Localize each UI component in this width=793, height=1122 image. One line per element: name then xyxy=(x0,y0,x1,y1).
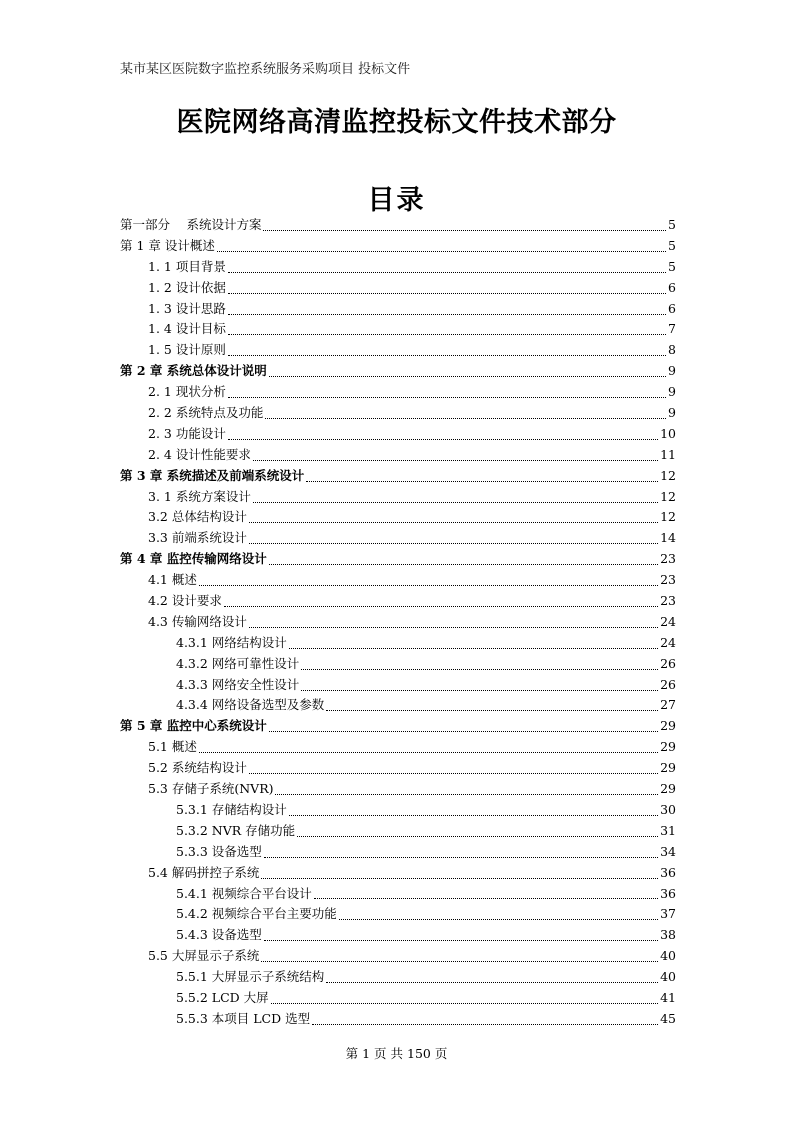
toc-leader-dots xyxy=(199,585,658,586)
toc-entry[interactable] xyxy=(120,507,676,528)
page-footer: 第 1 页 共 150 页 xyxy=(345,1046,448,1061)
toc-entry-page: 12 xyxy=(660,467,676,483)
toc-leader-dots xyxy=(228,355,666,356)
table-of-contents xyxy=(120,215,676,1030)
toc-entry-page: 29 xyxy=(660,739,676,755)
toc-leader-dots xyxy=(306,481,658,482)
toc-leader-dots xyxy=(228,293,666,294)
toc-entry-title: 3.2 总体结构设计 xyxy=(148,509,247,525)
toc-entry-title: 4.3 传输网络设计 xyxy=(148,613,247,629)
toc-entry[interactable] xyxy=(120,863,676,884)
toc-entry-title: 5.4 解码拼控子系统 xyxy=(148,864,260,880)
toc-entry-page: 36 xyxy=(660,864,676,880)
toc-entry[interactable] xyxy=(120,800,676,821)
toc-entry-page: 40 xyxy=(660,969,676,985)
toc-leader-dots xyxy=(263,230,666,231)
toc-entry-page: 23 xyxy=(660,551,676,567)
toc-entry[interactable] xyxy=(120,737,676,758)
toc-entry-page: 36 xyxy=(660,885,676,901)
toc-entry-page: 37 xyxy=(660,906,676,922)
toc-entry-title: 1. 2 设计依据 xyxy=(148,279,226,295)
toc-entry[interactable] xyxy=(120,570,676,591)
toc-entry-page: 8 xyxy=(668,342,676,358)
toc-leader-dots xyxy=(326,982,658,983)
toc-entry[interactable] xyxy=(120,403,676,424)
toc-entry[interactable] xyxy=(120,278,676,299)
toc-entry[interactable] xyxy=(120,215,676,236)
toc-entry-title: 第 2 章 系统总体设计说明 xyxy=(120,363,267,379)
toc-entry-page: 41 xyxy=(660,989,676,1005)
toc-entry[interactable] xyxy=(120,842,676,863)
toc-entry[interactable] xyxy=(120,319,676,340)
toc-entry-page: 5 xyxy=(668,258,676,274)
toc-entry-title: 5.2 系统结构设计 xyxy=(148,760,247,776)
toc-entry-title: 4.2 设计要求 xyxy=(148,593,222,609)
toc-leader-dots xyxy=(249,543,658,544)
toc-leader-dots xyxy=(271,1003,658,1004)
toc-leader-dots xyxy=(312,1024,658,1025)
toc-entry[interactable] xyxy=(120,884,676,905)
toc-entry-title: 5.5.2 LCD 大屏 xyxy=(176,989,269,1005)
toc-entry-page: 38 xyxy=(660,927,676,943)
toc-entry-title: 5.5.1 大屏显示子系统结构 xyxy=(176,969,325,985)
toc-entry-title: 5.4.1 视频综合平台设计 xyxy=(176,885,312,901)
toc-entry[interactable] xyxy=(120,612,676,633)
toc-entry[interactable] xyxy=(120,257,676,278)
toc-leader-dots xyxy=(228,314,666,315)
toc-entry[interactable] xyxy=(120,549,676,570)
toc-entry-page: 29 xyxy=(660,781,676,797)
toc-leader-dots xyxy=(261,961,658,962)
toc-entry[interactable] xyxy=(120,925,676,946)
toc-entry-page: 27 xyxy=(660,697,676,713)
toc-leader-dots xyxy=(264,940,658,941)
document-title: 医院网络高清监控投标文件技术部分 xyxy=(176,107,617,138)
toc-entry-title: 5.4.3 设备选型 xyxy=(176,927,262,943)
toc-entry-page: 23 xyxy=(660,593,676,609)
toc-leader-dots xyxy=(249,522,658,523)
page-header: 某市某区医院数字监控系统服务采购项目 投标文件 xyxy=(120,62,411,77)
toc-entry[interactable] xyxy=(120,695,676,716)
toc-entry-page: 12 xyxy=(660,509,676,525)
toc-entry-page: 9 xyxy=(668,363,676,379)
toc-entry-title: 第 1 章 设计概述 xyxy=(120,237,215,253)
toc-leader-dots xyxy=(228,397,666,398)
toc-entry-title: 5.3.3 设备选型 xyxy=(176,843,262,859)
toc-leader-dots xyxy=(301,669,658,670)
toc-entry-title: 2. 4 设计性能要求 xyxy=(148,446,251,462)
toc-entry-page: 29 xyxy=(660,760,676,776)
toc-leader-dots xyxy=(314,898,658,899)
toc-leader-dots xyxy=(269,731,658,732)
toc-entry-page: 11 xyxy=(660,446,676,462)
toc-entry-page: 26 xyxy=(660,676,676,692)
toc-entry[interactable] xyxy=(120,424,676,445)
toc-entry-title: 第 5 章 监控中心系统设计 xyxy=(120,718,267,734)
toc-entry-page: 5 xyxy=(668,237,676,253)
toc-entry-title: 4.3.4 网络设备选型及参数 xyxy=(176,697,325,713)
toc-entry-title: 2. 1 现状分析 xyxy=(148,384,226,400)
toc-entry-title: 第 3 章 系统描述及前端系统设计 xyxy=(120,467,305,483)
toc-entry-title: 5.4.2 视频综合平台主要功能 xyxy=(176,906,337,922)
toc-leader-dots xyxy=(269,564,658,565)
toc-leader-dots xyxy=(199,752,658,753)
toc-entry-page: 5 xyxy=(668,217,676,232)
toc-leader-dots xyxy=(275,794,658,795)
toc-entry[interactable] xyxy=(120,675,676,696)
toc-entry[interactable] xyxy=(120,967,676,988)
toc-entry-page: 6 xyxy=(668,279,676,295)
toc-entry-page: 30 xyxy=(660,801,676,817)
toc-entry-title: 3.3 前端系统设计 xyxy=(148,530,247,546)
toc-entry-page: 26 xyxy=(660,655,676,671)
toc-entry-title: 1. 5 设计原则 xyxy=(148,342,226,358)
toc-entry-page: 9 xyxy=(668,405,676,421)
toc-entry[interactable] xyxy=(120,716,676,737)
toc-leader-dots xyxy=(339,919,658,920)
toc-entry[interactable] xyxy=(120,382,676,403)
toc-entry-page: 9 xyxy=(668,384,676,400)
toc-entry-title: 5.3.1 存储结构设计 xyxy=(176,801,287,817)
toc-entry[interactable] xyxy=(120,236,676,257)
toc-entry[interactable] xyxy=(120,361,676,382)
toc-entry-page: 6 xyxy=(668,300,676,316)
toc-entry-page: 7 xyxy=(668,321,676,337)
toc-entry-title: 3. 1 系统方案设计 xyxy=(148,488,251,504)
toc-leader-dots xyxy=(297,836,658,837)
toc-entry-title: 5.1 概述 xyxy=(148,739,197,755)
toc-entry[interactable] xyxy=(120,946,676,967)
toc-entry[interactable] xyxy=(120,654,676,675)
toc-entry-title: 1. 1 项目背景 xyxy=(148,258,226,274)
toc-entry-title: 4.1 概述 xyxy=(148,572,197,588)
toc-entry-page: 45 xyxy=(660,1010,676,1026)
toc-leader-dots xyxy=(264,857,658,858)
toc-entry-title: 1. 3 设计思路 xyxy=(148,300,226,316)
toc-entry-page: 10 xyxy=(660,425,676,441)
toc-leader-dots xyxy=(253,460,658,461)
toc-entry-title: 5.3 存储子系统(NVR) xyxy=(148,781,274,797)
toc-leader-dots xyxy=(261,878,658,879)
toc-entry[interactable] xyxy=(120,340,676,361)
toc-leader-dots xyxy=(289,815,658,816)
toc-entry[interactable] xyxy=(120,487,676,508)
toc-entry[interactable] xyxy=(120,904,676,925)
toc-entry[interactable] xyxy=(120,445,676,466)
toc-entry[interactable] xyxy=(120,1009,676,1030)
toc-entry-page: 31 xyxy=(660,822,676,838)
toc-entry-page: 14 xyxy=(660,530,676,546)
toc-leader-dots xyxy=(301,690,658,691)
toc-entry-title: 2. 2 系统特点及功能 xyxy=(148,405,264,421)
toc-leader-dots xyxy=(265,418,666,419)
toc-leader-dots xyxy=(224,606,658,607)
toc-entry[interactable] xyxy=(120,591,676,612)
toc-entry-page: 12 xyxy=(660,488,676,504)
toc-leader-dots xyxy=(289,648,658,649)
toc-entry[interactable] xyxy=(120,779,676,800)
toc-entry-page: 24 xyxy=(660,613,676,629)
toc-leader-dots xyxy=(228,272,666,273)
toc-leader-dots xyxy=(249,773,658,774)
toc-entry-title: 4.3.3 网络安全性设计 xyxy=(176,676,300,692)
toc-entry[interactable] xyxy=(120,466,676,487)
toc-title: 目录 xyxy=(367,185,426,216)
toc-leader-dots xyxy=(326,710,658,711)
toc-entry[interactable] xyxy=(120,821,676,842)
toc-entry[interactable] xyxy=(120,299,676,320)
toc-entry[interactable] xyxy=(120,633,676,654)
toc-entry-title: 5.5 大屏显示子系统 xyxy=(148,948,260,964)
toc-entry-title: 1. 4 设计目标 xyxy=(148,321,226,337)
toc-leader-dots xyxy=(228,334,666,335)
toc-entry-page: 23 xyxy=(660,572,676,588)
toc-entry-page: 24 xyxy=(660,634,676,650)
toc-entry-title: 4.3.2 网络可靠性设计 xyxy=(176,655,300,671)
toc-leader-dots xyxy=(217,251,666,252)
toc-leader-dots xyxy=(228,439,658,440)
toc-entry-page: 40 xyxy=(660,948,676,964)
toc-entry-page: 29 xyxy=(660,718,676,734)
toc-entry-title: 第 4 章 监控传输网络设计 xyxy=(120,551,267,567)
toc-entry-title: 4.3.1 网络结构设计 xyxy=(176,634,287,650)
toc-entry[interactable] xyxy=(120,528,676,549)
toc-entry-page: 34 xyxy=(660,843,676,859)
toc-entry[interactable] xyxy=(120,988,676,1009)
toc-entry-title: 5.3.2 NVR 存储功能 xyxy=(176,822,296,838)
toc-entry-title: 第一部分 系统设计方案 xyxy=(120,217,262,232)
toc-entry-title: 5.5.3 本项目 LCD 选型 xyxy=(176,1010,311,1026)
toc-entry[interactable] xyxy=(120,758,676,779)
toc-leader-dots xyxy=(249,627,658,628)
toc-entry-title: 2. 3 功能设计 xyxy=(148,425,226,441)
toc-leader-dots xyxy=(269,376,666,377)
toc-leader-dots xyxy=(253,502,658,503)
